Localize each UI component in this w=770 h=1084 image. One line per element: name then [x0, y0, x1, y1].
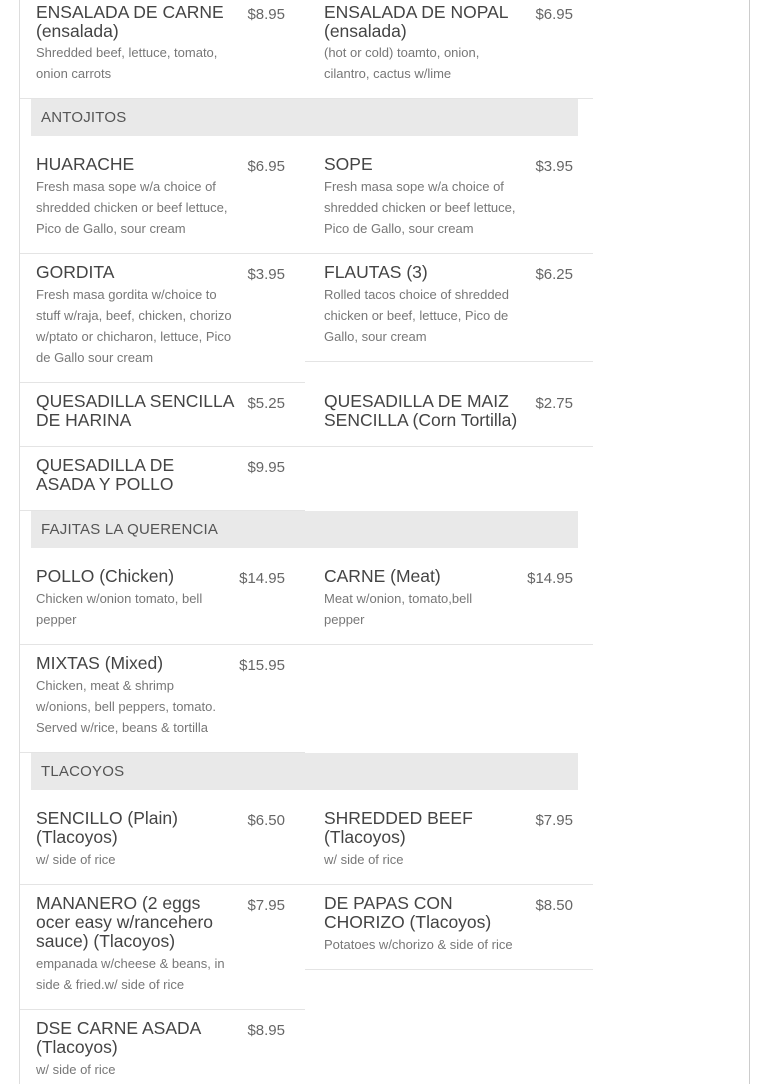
item-description: Chicken w/onion tomato, bell pepper — [36, 591, 203, 627]
menu-item-ensalada-nopal[interactable] — [305, 0, 593, 99]
menu-item-papas-chorizo[interactable] — [305, 894, 593, 970]
section-header-tlacoyos — [31, 753, 578, 790]
menu-item-gordita[interactable] — [20, 263, 305, 383]
menu-item-carne[interactable] — [305, 567, 593, 645]
item-price: $8.95 — [247, 1022, 285, 1039]
item-description: Fresh masa sope w/a choice of shredded chicken or beef lettuce, Pico de Gallo, sour cream — [36, 179, 228, 236]
section-header-fajitas — [31, 511, 578, 548]
item-name: ENSALADA DE CARNE (ensalada) — [36, 2, 224, 41]
menu-item-ensalada-carne[interactable] — [20, 0, 305, 99]
item-name: POLLO (Chicken) — [36, 566, 175, 586]
item-name: HUARACHE — [36, 154, 135, 174]
item-name: QUESADILLA DE ASADA Y POLLO — [36, 455, 175, 494]
item-price: $6.50 — [247, 812, 285, 829]
item-description: empanada w/cheese & beans, in side & fried.w/ side of rice — [36, 956, 225, 992]
item-price: $15.95 — [239, 657, 285, 674]
item-name: DSE CARNE ASADA (Tlacoyos) — [36, 1018, 201, 1057]
item-price: $6.95 — [535, 6, 573, 23]
item-name: SHREDDED BEEF (Tlacoyos) — [324, 808, 473, 847]
item-description: w/ side of rice — [36, 852, 116, 867]
item-price: $3.95 — [247, 266, 285, 283]
item-name: FLAUTAS (3) — [324, 262, 428, 282]
menu-item-quesadilla-asada[interactable] — [20, 456, 305, 511]
section-title: FAJITAS LA QUERENCIA — [41, 521, 219, 538]
item-description: Potatoes w/chorizo & side of rice — [324, 937, 513, 952]
item-description: w/ side of rice — [324, 852, 404, 867]
item-price: $8.50 — [535, 897, 573, 914]
item-name: DE PAPAS CON CHORIZO (Tlacoyos) — [324, 893, 492, 932]
menu-item-mixtas[interactable] — [20, 654, 305, 753]
item-description: Fresh masa gordita w/choice to stuff w/raja, beef, chicken, chorizo w/ptato or chicharon, lettuce, Pico de Gallo sour cream — [36, 287, 232, 365]
page-right-border — [749, 0, 750, 1084]
item-name: ENSALADA DE NOPAL (ensalada) — [324, 2, 508, 41]
menu-item-huarache[interactable] — [20, 155, 305, 254]
section-title: TLACOYOS — [41, 763, 125, 780]
item-name: SENCILLO (Plain) (Tlacoyos) — [36, 808, 178, 847]
item-name: MIXTAS (Mixed) — [36, 653, 164, 673]
item-price: $9.95 — [247, 459, 285, 476]
item-description: w/ side of rice — [36, 1062, 116, 1077]
item-price: $6.25 — [535, 266, 573, 283]
menu-item-sencillo[interactable] — [20, 809, 305, 885]
item-name: QUESADILLA DE MAIZ SENCILLA (Corn Tortilla) — [324, 391, 518, 430]
item-price: $7.95 — [535, 812, 573, 829]
item-description: Fresh masa sope w/a choice of shredded chicken or beef lettuce, Pico de Gallo, sour cream — [324, 179, 516, 236]
item-price: $7.95 — [247, 897, 285, 914]
item-price: $6.95 — [247, 158, 285, 175]
menu-item-mananero[interactable] — [20, 894, 305, 1010]
menu-item-quesadilla-maiz[interactable] — [305, 392, 593, 447]
item-name: GORDITA — [36, 262, 115, 282]
section-header-antojitos — [31, 99, 578, 136]
menu-item-pollo[interactable] — [20, 567, 305, 645]
menu-item-carne-asada[interactable] — [20, 1019, 305, 1084]
item-name: CARNE (Meat) — [324, 566, 441, 586]
item-price: $3.95 — [535, 158, 573, 175]
menu-item-flautas[interactable] — [305, 263, 593, 362]
item-name: MANANERO (2 eggs ocer easy w/rancehero sauce) (Tlacoyos) — [36, 893, 214, 951]
item-description: Meat w/onion, tomato,bell pepper — [324, 591, 473, 627]
item-price: $5.25 — [247, 395, 285, 412]
menu-item-shredded-beef[interactable] — [305, 809, 593, 885]
item-description: Rolled tacos choice of shredded chicken or beef, lettuce, Pico de Gallo, sour cream — [324, 287, 510, 344]
item-description: Chicken, meat & shrimp w/onions, bell peppers, tomato. Served w/rice, beans & tortilla — [36, 678, 216, 735]
item-price: $2.75 — [535, 395, 573, 412]
item-description: Shredded beef, lettuce, tomato, onion carrots — [36, 45, 218, 81]
item-price: $14.95 — [239, 570, 285, 587]
item-price: $14.95 — [527, 570, 573, 587]
section-title: ANTOJITOS — [41, 109, 127, 126]
menu-item-sope[interactable] — [305, 155, 593, 254]
item-price: $8.95 — [247, 6, 285, 23]
menu-item-quesadilla-harina[interactable] — [20, 392, 305, 447]
item-name: SOPE — [324, 154, 373, 174]
item-description: (hot or cold) toamto, onion, cilantro, cactus w/lime — [324, 45, 480, 81]
item-name: QUESADILLA SENCILLA DE HARINA — [36, 391, 234, 430]
